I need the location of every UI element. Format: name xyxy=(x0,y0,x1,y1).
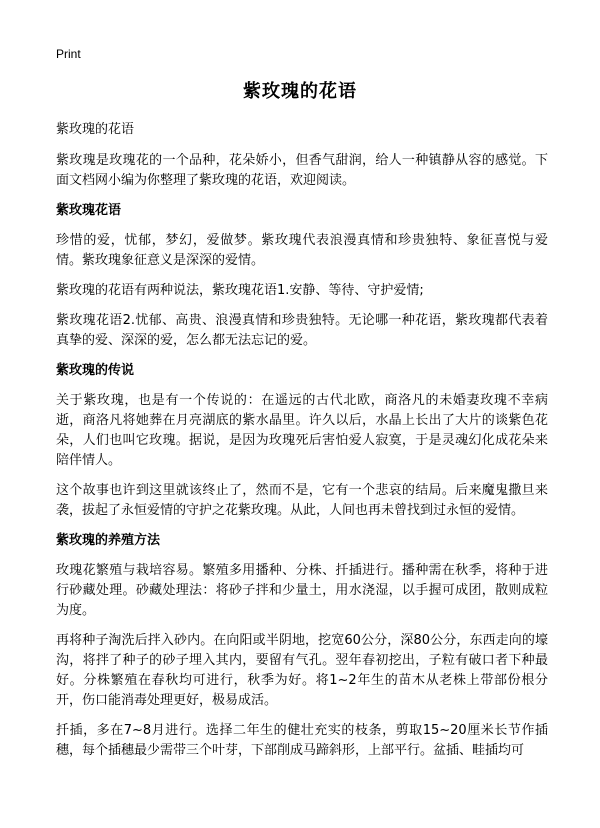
document-title: 紫玫瑰的花语 xyxy=(243,81,357,102)
section-heading-flower-language: 紫玫瑰花语 xyxy=(56,203,122,218)
paragraph: 关于紫玫瑰，也是有一个传说的：在遥远的古代北欧，商洛凡的未婚妻玫瑰不幸病逝，商洛凡将她葬在月亮湖底的紫水晶里。许久以后，水晶上长出了大片的谈紫色花朵，人们也叫它玫瑰。据说，是因为玫瑰死后害怕爱人寂寞，于是灵魂幻化成花朵来陪伴情人。 xyxy=(56,393,548,468)
paragraph: 再将种子淘洗后拌入砂内。在向阳或半阴地，挖宽60公分，深80公分，东西走向的壕沟，将拌了种子的砂子埋入其内，要留有气孔。翌年春初挖出，子粒有破口者下种最好。分株繁殖在春秋均可进行，秋季为好。将1~2年生的苗木从老株上带部份根分开，伤口能消毒处理更好，极易成活。 xyxy=(56,633,548,708)
paragraph: 紫玫瑰的花语有两种说法，紫玫瑰花语1.安静、等待、守护爱情; xyxy=(56,283,424,298)
paragraph: 珍惜的爱，忧郁，梦幻，爱做梦。紫玫瑰代表浪漫真情和珍贵独特、象征喜悦与爱情。紫玫瑰象征意义是深深的爱情。 xyxy=(56,233,548,268)
intro-paragraph: 紫玫瑰是玫瑰花的一个品种，花朵娇小，但香气甜润，给人一种镇静从容的感觉。下面文档网小编为你整理了紫玫瑰的花语，欢迎阅读。 xyxy=(56,153,548,188)
document-body xyxy=(56,120,548,771)
document-subtitle: 紫玫瑰的花语 xyxy=(56,122,135,137)
paragraph: 扦插，多在7~8月进行。选择二年生的健壮充实的枝条，剪取15~20厘米长节作插穗，每个插穗最少需带三个叶芽，下部削成马蹄斜形，上部平行。盆插、畦插均可 xyxy=(56,723,548,758)
paragraph: 这个故事也许到这里就该终止了，然而不是，它有一个悲哀的结局。后来魔鬼撒旦来袭，拔起了永恒爱情的守护之花紫玫瑰。从此，人间也再未曾找到过永恒的爱情。 xyxy=(56,483,548,518)
section-heading-cultivation: 紫玫瑰的养殖方法 xyxy=(56,533,161,548)
paragraph: 玫瑰花繁殖与栽培容易。繁殖多用播种、分株、扦插进行。播种需在秋季，将种于进行砂藏处理。砂藏处理法：将砂子拌和少量土，用水浇湿，以手握可成团，散则成粒为度。 xyxy=(56,563,548,618)
paragraph: 紫玫瑰花语2.忧郁、高贵、浪漫真情和珍贵独特。无论哪一种花语，紫玫瑰都代表着真挚的爱、深深的爱，怎么都无法忘记的爱。 xyxy=(56,313,548,348)
print-link[interactable]: Print xyxy=(56,47,81,61)
section-heading-legend: 紫玫瑰的传说 xyxy=(56,363,135,378)
